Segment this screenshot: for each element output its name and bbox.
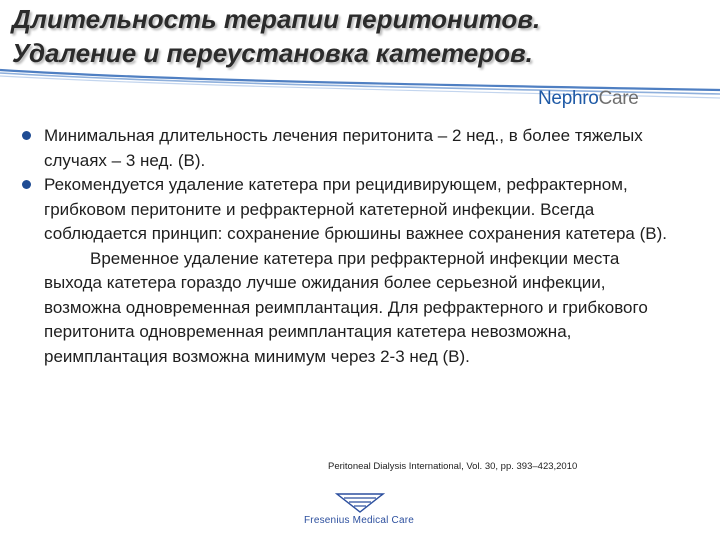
slide-title: [12, 2, 712, 70]
citation: Peritoneal Dialysis International, Vol. 30, pp. 393–423,2010: [328, 461, 578, 472]
slide-body: [20, 124, 680, 369]
slide-title-line-2: Удаление и переустановка катетеров.: [12, 38, 533, 68]
bullet-text: Рекомендуется удаление катетера при рецидивирующем, рефрактерном, грибковом перитоните и рефрактерной катетерной инфекции. Всегда соблюдается принцип: сохранение брюшины важнее сохранения катетера (B).: [44, 175, 667, 243]
bullet-item: [20, 173, 680, 247]
fresenius-logo-icon: [335, 492, 385, 514]
nephrocare-logo-part1: Nephro: [538, 88, 599, 109]
nephrocare-logo-part2: Care: [598, 88, 639, 109]
slide-title-line-1: Длительность терапии перитонитов.: [12, 4, 541, 34]
fresenius-logo-text: Fresenius Medical Care: [304, 515, 414, 526]
bullet-item: [20, 124, 680, 173]
body-paragraph: Временное удаление катетера при рефрактерной инфекции места выхода катетера гораздо лучше ожидания более серьезной инфекции, возможна одновременная реимплантация. Для рефрактерного и грибкового перитонита одновременная реимплантация катетера невозможна, реимплантация возможна минимум через 2-3 нед (B).: [44, 248, 648, 366]
bullet-dot-icon: [22, 131, 31, 140]
bullet-dot-icon: [22, 180, 31, 189]
bullet-text: Минимальная длительность лечения перитонита – 2 нед., в более тяжелых случаях – 3 нед. (B).: [44, 126, 643, 170]
nephrocare-logo: [538, 88, 639, 110]
